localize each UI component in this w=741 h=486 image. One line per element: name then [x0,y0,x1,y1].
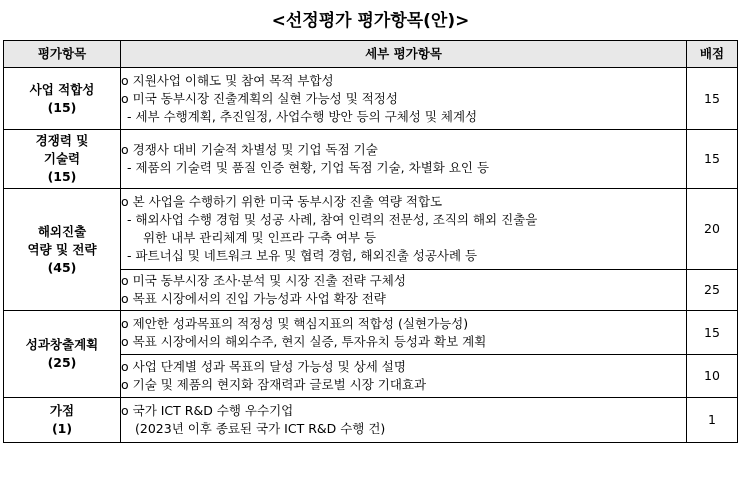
score-cell: 15 [687,68,738,130]
detail-line: - 제품의 기술력 및 품질 인증 현황, 기업 독점 기술, 차별화 요인 등 [127,160,490,175]
table-row [4,311,738,355]
category-points: (25) [47,355,77,370]
header-score: 배점 [687,41,738,68]
detail-line: o 미국 동부시장 조사·분석 및 시장 진출 전략 구체성 [121,273,406,288]
category-label: 가점 [49,403,75,418]
detail-line: o 제안한 성과목표의 적정성 및 핵심지표의 적합성 (실현가능성) [121,315,469,331]
score-cell: 15 [687,311,738,355]
detail-line: (2023년 이후 종료된 국가 ICT R&D 수행 건) [135,421,386,436]
table-row [4,130,738,189]
category-cell [4,130,121,189]
detail-line: o 목표 시장에서의 해외수주, 현지 실증, 투자유치 등성과 확보 계획 [121,333,487,349]
category-label: 역량 및 전략 [27,241,97,257]
detail-cell [121,355,687,398]
table-row [4,398,738,443]
detail-line: o 경쟁사 대비 기술적 차별성 및 기업 독점 기술 [121,142,378,157]
detail-line: o 국가 ICT R&D 수행 우수기업 [121,403,294,418]
table-header-row [4,41,738,68]
detail-line: - 세부 수행계획, 추진일정, 사업수행 방안 등의 구체성 및 체계성 [127,108,478,124]
detail-line: o 목표 시장에서의 진입 가능성과 사업 확장 전략 [121,291,386,306]
detail-cell [121,398,687,443]
category-cell [4,189,121,311]
category-points: (45) [47,259,77,275]
score-cell: 20 [687,189,738,270]
score-cell: 10 [687,355,738,398]
score-cell: 1 [687,398,738,443]
category-label: 기술력 [43,151,81,166]
detail-cell [121,311,687,355]
evaluation-table [3,40,738,443]
page-title: <선정평가 평가항목(안)> [271,11,470,31]
detail-line: o 사업 단계별 성과 목표의 달성 가능성 및 상세 설명 [121,359,406,374]
category-label: 경쟁력 및 [35,133,89,148]
detail-cell [121,68,687,130]
category-points: (1) [51,421,73,436]
detail-cell [121,130,687,189]
detail-line: - 해외사업 수행 경험 및 성공 사례, 참여 인력의 전문성, 조직의 해외 진출을 [127,212,538,227]
category-cell [4,68,121,130]
category-points: (15) [47,99,77,115]
detail-line: o 지원사업 이해도 및 참여 목적 부합성 [121,72,334,88]
category-label: 성과창출계획 [25,337,99,352]
header-category: 평가항목 [4,41,121,68]
category-cell [4,311,121,398]
detail-line: o 미국 동부시장 진출계획의 실현 가능성 및 적정성 [121,90,398,106]
detail-cell [121,270,687,311]
score-cell: 15 [687,130,738,189]
category-label: 사업 적합성 [29,81,95,97]
header-detail: 세부 평가항목 [121,41,687,68]
category-cell [4,398,121,443]
detail-line: 위한 내부 관리체계 및 인프라 구축 여부 등 [143,230,377,245]
table-row [4,68,738,130]
table-row [4,189,738,270]
category-label: 해외진출 [37,223,87,239]
detail-line: - 파트너십 및 네트워크 보유 및 협력 경험, 해외진출 성공사례 등 [127,248,478,263]
detail-line: o 기술 및 제품의 현지화 잠재력과 글로벌 시장 기대효과 [121,377,427,392]
detail-cell [121,189,687,270]
detail-line: o 본 사업을 수행하기 위한 미국 동부시장 진출 역량 적합도 [121,194,443,209]
score-cell: 25 [687,270,738,311]
category-points: (15) [47,169,77,184]
